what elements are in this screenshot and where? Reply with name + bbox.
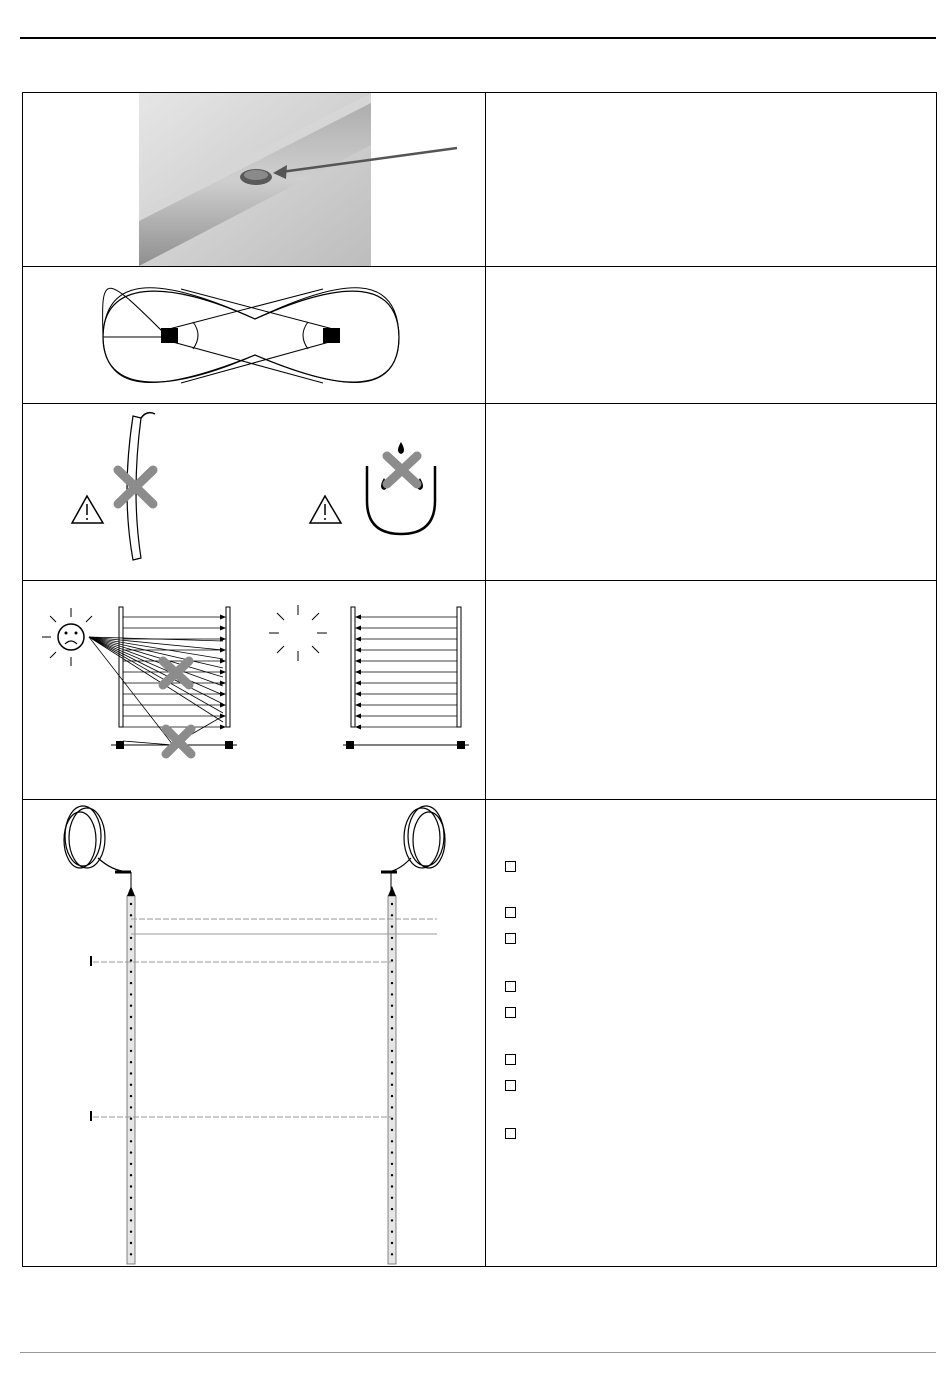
warning-no-bending-no-liquid [23, 404, 485, 580]
figure-cell [23, 93, 486, 266]
table-row-4 [23, 581, 936, 800]
warning-triangle-icon [310, 496, 341, 523]
sensor-lens-photo [23, 93, 485, 266]
table-row-5 [23, 800, 936, 1266]
description-cell [486, 404, 936, 580]
description-cell [486, 93, 936, 266]
figure-cell [23, 404, 486, 580]
warning-triangle-icon [72, 496, 103, 523]
cable-coil-right [385, 806, 445, 872]
table-row-1 [23, 93, 936, 267]
sun-icon [269, 605, 327, 661]
sensor-block-left [161, 328, 178, 343]
table-row-2 [23, 267, 936, 404]
checkbox[interactable] [505, 933, 516, 944]
checkbox[interactable] [505, 981, 516, 992]
prohibited-x-icon [163, 661, 189, 685]
figure-cell [23, 267, 486, 403]
header-rule [20, 37, 936, 39]
description-cell [486, 581, 936, 799]
checkbox[interactable] [505, 907, 516, 918]
sunlight-interference-diagram [23, 581, 485, 799]
checkbox[interactable] [505, 861, 516, 872]
checklist-cell [486, 800, 936, 1266]
table-row-3 [23, 404, 936, 581]
checkbox[interactable] [505, 1128, 516, 1139]
figure-cell [23, 800, 486, 1266]
description-cell [486, 267, 936, 403]
checkbox[interactable] [505, 1007, 516, 1018]
sad-sun-icon [42, 608, 92, 666]
light-curtain-installation-diagram [23, 800, 485, 1265]
figure-eight-beam-diagram [23, 267, 485, 403]
checkbox[interactable] [505, 1054, 516, 1065]
figure-cell [23, 581, 486, 799]
sensor-block-right [323, 328, 340, 343]
checkbox[interactable] [505, 1080, 516, 1091]
document-table [22, 92, 937, 1267]
footer-rule [20, 1352, 936, 1353]
cable-coil-left [64, 806, 131, 872]
